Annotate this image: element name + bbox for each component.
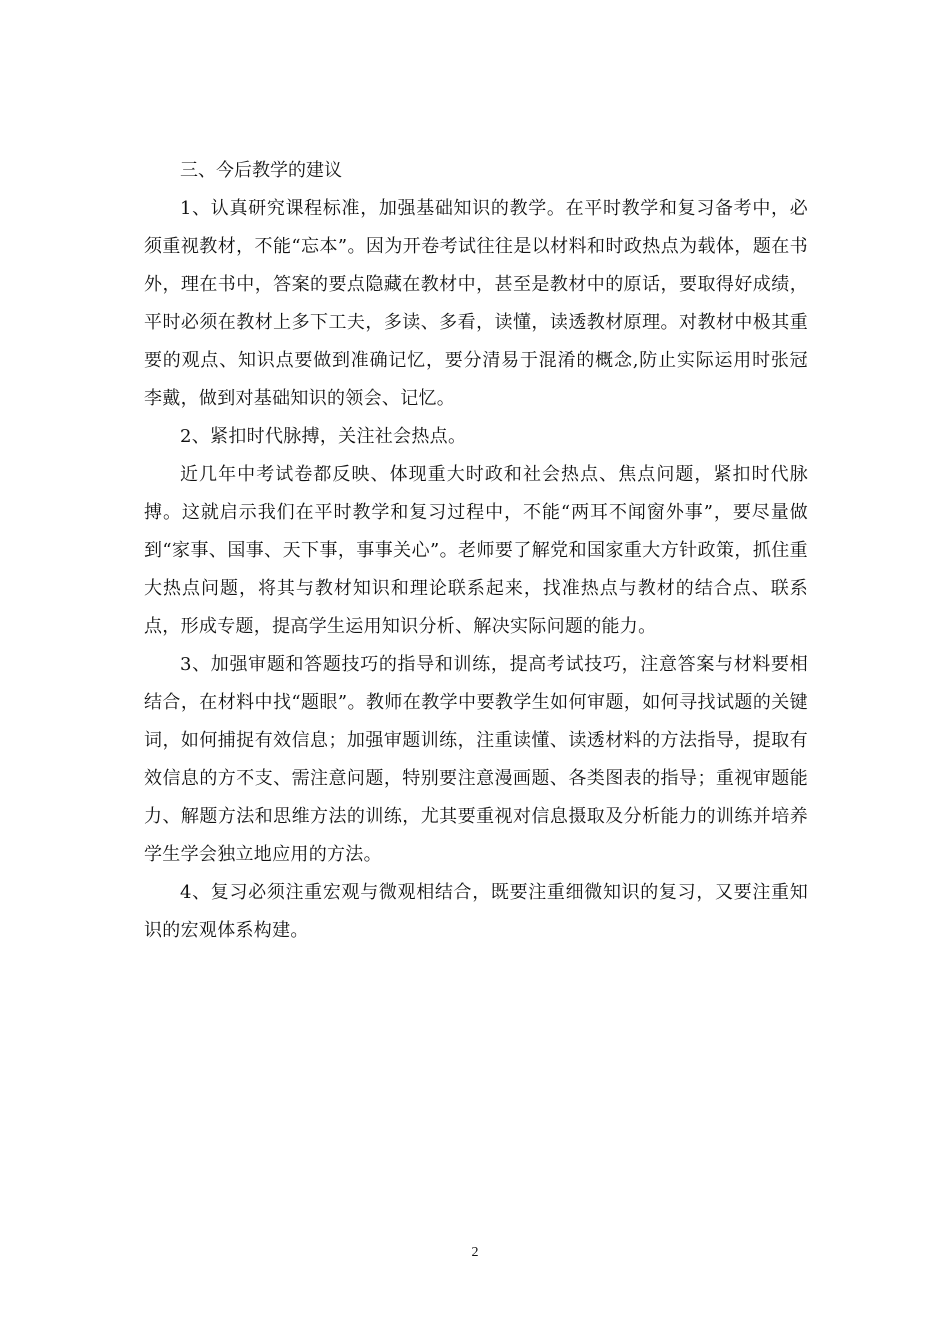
paragraph-5: 4、复习必须注重宏观与微观相结合，既要注重细微知识的复习，又要注重知识的宏观体系构建。 bbox=[144, 882, 808, 941]
document-body bbox=[144, 152, 808, 950]
paragraph-2: 2、紧扣时代脉搏，关注社会热点。 bbox=[180, 426, 467, 447]
page-number: 2 bbox=[471, 1245, 479, 1260]
paragraph-4: 3、加强审题和答题技巧的指导和训练，提高考试技巧，注意答案与材料要相结合，在材料中找“题眼”。教师在教学中要教学生如何审题，如何寻找试题的关键词，如何捕捉有效信息；加强审题训练，注重读懂、读透材料的方法指导，提取有效信息的方不支、需注意问题，特别要注意漫画题、各类图表的指导；重视审题能力、解题方法和思维方法的训练，尤其要重视对信息摄取及分析能力的训练并培养学生学会独立地应用的方法。 bbox=[144, 654, 808, 865]
paragraph-1: 1、认真研究课程标准，加强基础知识的教学。在平时教学和复习备考中，必须重视教材，不能“忘本”。因为开卷考试往往是以材料和时政热点为载体，题在书外，理在书中，答案的要点隐藏在教材中，甚至是教材中的原话，要取得好成绩，平时必须在教材上多下工夫，多读、多看，读懂，读透教材原理。对教材中极其重要的观点、知识点要做到准确记忆，要分清易于混淆的概念,防止实际运用时张冠李戴，做到对基础知识的领会、记忆。 bbox=[144, 198, 808, 409]
section-heading: 三、今后教学的建议 bbox=[180, 160, 342, 181]
paragraph-3: 近几年中考试卷都反映、体现重大时政和社会热点、焦点问题，紧扣时代脉搏。这就启示我们在平时教学和复习过程中，不能“两耳不闻窗外事”，要尽量做到“家事、国事、天下事，事事关心”。老师要了解党和国家重大方针政策，抓住重大热点问题，将其与教材知识和理论联系起来，找准热点与教材的结合点、联系点，形成专题，提高学生运用知识分析、解决实际问题的能力。 bbox=[144, 464, 808, 637]
